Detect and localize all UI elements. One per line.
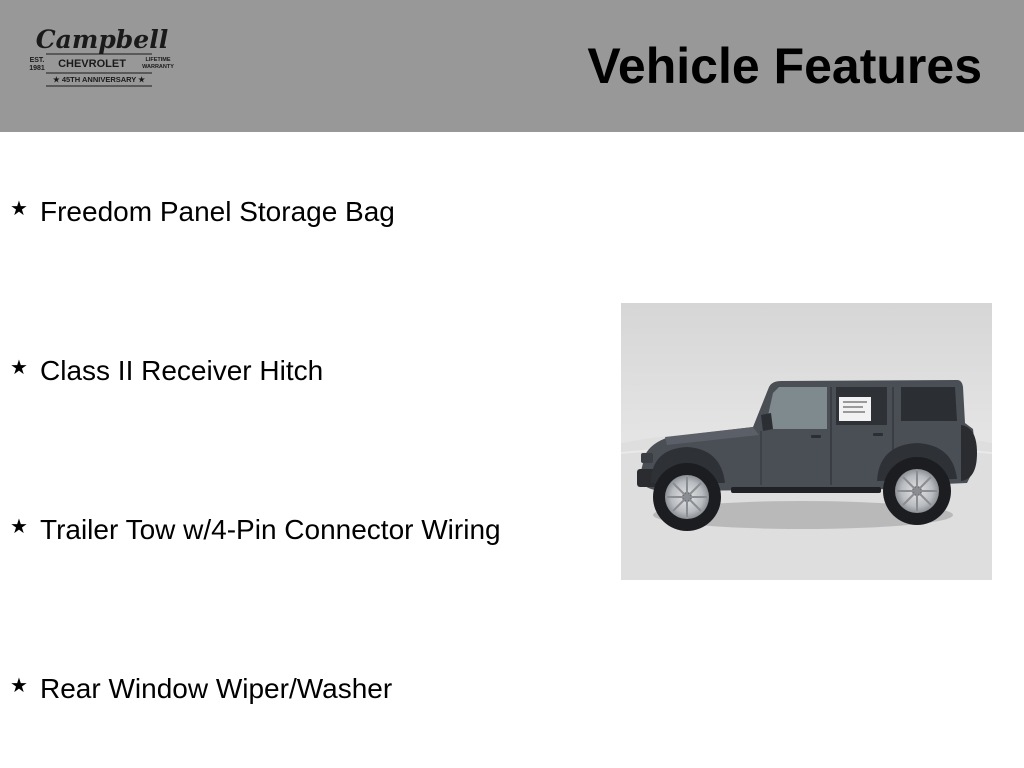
vehicle-photo	[621, 303, 992, 580]
logo-anniversary: ★ 45TH ANNIVERSARY ★	[53, 75, 145, 84]
feature-label: Freedom Panel Storage Bag	[40, 196, 395, 227]
logo-brand: CHEVROLET	[58, 58, 126, 70]
feature-label: Rear Window Wiper/Washer	[40, 673, 393, 704]
logo-warranty: WARRANTY	[142, 64, 174, 70]
star-icon: ★	[10, 197, 28, 220]
star-icon: ★	[10, 674, 28, 697]
feature-item	[10, 194, 395, 230]
feature-label: Trailer Tow w/4-Pin Connector Wiring	[40, 514, 501, 545]
star-icon: ★	[10, 515, 28, 538]
logo-script-name: Campbell	[35, 25, 169, 54]
page-title: Vehicle Features	[587, 38, 982, 94]
feature-item	[10, 512, 501, 548]
feature-item	[10, 671, 392, 707]
logo-est-year: 1981	[29, 65, 45, 72]
feature-label: Class II Receiver Hitch	[40, 355, 324, 386]
jeep-image	[621, 303, 992, 580]
star-icon: ★	[10, 356, 28, 379]
dealer-logo	[24, 22, 176, 90]
header-bar	[0, 0, 1024, 132]
feature-item	[10, 353, 323, 389]
logo-est-label: EST.	[29, 57, 45, 64]
logo-lifetime: LIFETIME	[145, 57, 171, 63]
